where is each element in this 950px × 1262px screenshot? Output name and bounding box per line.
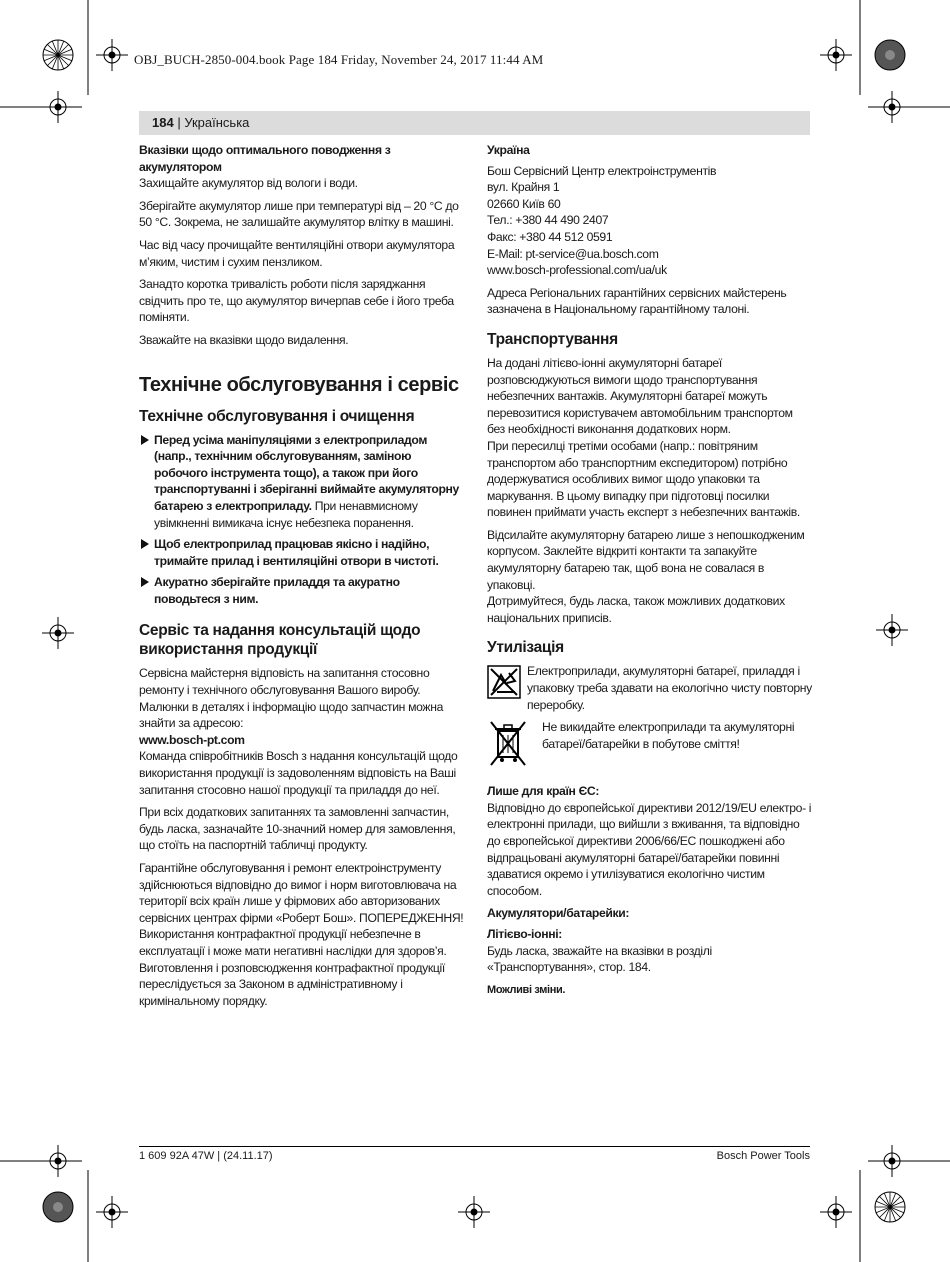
battery-paragraph-1: Захищайте акумулятор від вологи і води. bbox=[139, 176, 358, 191]
disposal-paragraph-1: Електроприлади, акумуляторні батареї, приладдя і упаковку треба здавати на екологічно чисту повторну переробку. bbox=[527, 664, 812, 712]
address-line: 02660 Київ 60 bbox=[487, 196, 561, 211]
eu-heading: Лише для країн ЄС: bbox=[487, 784, 600, 799]
service-paragraph-1b: Команда співробітників Bosch з надання консультацій щодо використання продукції із задоволенням відповість на Ваші запитання стосовно нашої продукції та приладдя до неї. bbox=[139, 749, 458, 797]
battery-paragraph-2: Зберігайте акумулятор лише при температурі від – 20 °C до 50 °C. Зокрема, не залишайте акумулятор влітку в машині. bbox=[139, 198, 459, 230]
address-block bbox=[487, 163, 812, 279]
bullet-triangle-icon bbox=[141, 577, 149, 587]
disposal-heading: Утилізація bbox=[487, 639, 564, 657]
fax-line: Факс: +380 44 512 0591 bbox=[487, 229, 613, 244]
bullet-item bbox=[139, 432, 464, 532]
disposal-bin-row bbox=[487, 719, 812, 771]
email-line[interactable]: E-Mail: pt-service@ua.bosch.com bbox=[487, 246, 659, 261]
transport-heading: Транспортування bbox=[487, 330, 618, 348]
bullet-1-text: При ненавмисному увімкненні вимикача існує небезпека поранення. bbox=[154, 498, 418, 530]
address-line: Бош Сервісний Центр електроінструментів bbox=[487, 163, 717, 178]
battery-paragraph-3: Час від часу прочищайте вентиляційні отвори акумулятора м’яким, чистим і сухим пензликом. bbox=[139, 237, 455, 269]
page-number: 184 bbox=[152, 115, 174, 130]
country-heading: Україна bbox=[487, 143, 530, 157]
website-line[interactable]: www.bosch-professional.com/ua/uk bbox=[487, 263, 667, 278]
transport-paragraph-1: На додані літієво-іонні акумуляторні батареї розповсюджуються вимоги щодо транспортування небезпечних вантажів. Акумуляторні батареї можуть перевозитися користувачем автомобільним транспортом без необхідності виконання додаткових норм. bbox=[487, 355, 793, 437]
header-language: Українська bbox=[184, 115, 250, 130]
service-paragraph-3: Гарантійне обслуговування і ремонт електроінструменту здійснюються відповідно до вимог і норм виготовлювача на території всіх країн лише у фірмових або авторизованих сервісних центрах фірми «Роберт Бош». ПОПЕРЕДЖЕННЯ! Використання контрафактної продукції небезпечне в експлуатації і може мати негативні наслідки для здоров’я. Виготовлення і розповсюдження контрафактної продукції переслідується за Законом в адміністративному і кримінальному порядку. bbox=[139, 861, 464, 1008]
bullet-triangle-icon bbox=[141, 539, 149, 549]
batteries-heading: Акумулятори/батарейки: bbox=[487, 906, 630, 921]
service-heading: Сервіс та надання консультацій щодо використання продукції bbox=[139, 622, 421, 659]
service-paragraph-1: Сервісна майстерня відповість на запитання стосовно ремонту і технічного обслуговування Вашого виробу. Малюнки в деталях і інформацію щодо запчастин можна знайти за адресою: bbox=[139, 666, 444, 731]
page-header bbox=[152, 115, 249, 130]
print-info-line: OBJ_BUCH-2850-004.book Page 184 Friday, November 24, 2017 11:44 AM bbox=[134, 52, 544, 67]
li-ion-heading: Літієво-іонні: bbox=[487, 926, 562, 941]
maintenance-subtitle: Технічне обслуговування і очищення bbox=[139, 407, 415, 425]
eu-paragraph: Відповідно до європейської директиви 2012/19/EU електро- і електронні прилади, що вийшли з вживання, та відповідно до європейської директиви 2006/66/EC пошкоджені або відпрацьовані акумуляторні батареї/батарейки повинні здаватися окремо і утилізуватися екологічно чистим способом. bbox=[487, 800, 812, 898]
service-url-link[interactable]: www.bosch-pt.com bbox=[139, 732, 245, 747]
footer-code: 1 609 92A 47W | (24.11.17) bbox=[139, 1150, 273, 1162]
battery-paragraph-4: Занадто коротка тривалість роботи після заряджання свідчить про те, що акумулятор вичерпав себе і його треба поміняти. bbox=[139, 277, 454, 325]
address-line: вул. Крайня 1 bbox=[487, 180, 560, 195]
footer-brand: Bosch Power Tools bbox=[716, 1150, 810, 1162]
li-ion-paragraph: Будь ласка, зважайте на вказівки в розділі «Транспортування», стор. 184. bbox=[487, 943, 712, 975]
crossed-out-bin-icon bbox=[487, 719, 529, 767]
address-note: Адреса Регіональних гарантійних сервісних майстерень зазначена в Національному гарантійному талоні. bbox=[487, 285, 787, 317]
disposal-recycle-row bbox=[487, 663, 812, 713]
bullet-1-bold: Перед усіма маніпуляціями з електроприладом (напр., технічним обслуговуванням, заміною робочого інструмента тощо), а також при його транспортуванні і зберіганні виймайте акумуляторну батарею з електроприладу. bbox=[154, 432, 459, 513]
battery-heading: Вказівки щодо оптимального поводження з акумулятором bbox=[139, 143, 391, 174]
header-separator: | bbox=[173, 115, 185, 130]
bullet-3-text: Акуратно зберігайте приладдя та акуратно поводьтеся з ним. bbox=[154, 575, 400, 606]
battery-paragraph-5: Зважайте на вказівки щодо видалення. bbox=[139, 332, 349, 347]
transport-paragraph-3: Відсилайте акумуляторну батарею лише з непошкодженим корпусом. Заклейте відкриті контакти та запакуйте акумуляторну батарею так, щоб вона не совалася в упаковці. bbox=[487, 527, 805, 592]
recycle-symbol-icon bbox=[487, 665, 521, 699]
bullet-item bbox=[139, 574, 464, 607]
changes-note: Можливі зміни. bbox=[487, 983, 566, 996]
bullet-triangle-icon bbox=[141, 435, 149, 445]
disposal-paragraph-2: Не викидайте електроприлади та акумуляторні батареї/батарейки в побутове сміття! bbox=[542, 720, 795, 751]
footer-rule bbox=[139, 1146, 810, 1147]
transport-paragraph-2: При пересилці третіми особами (напр.: повітряним транспортом або транспортним експедитором) потрібно додержуватися особливих вимог щодо упаковки та маркування. В цьому випадку при підготовці посилки повинен приймати участь експерт з небезпечних вантажів. bbox=[487, 438, 800, 520]
phone-line: Тел.: +380 44 490 2407 bbox=[487, 213, 609, 228]
service-paragraph-2: При всіх додаткових запитаннях та замовленні запчастин, будь ласка, зазначайте 10-значний номер для замовлення, що стоїть на паспортній табличці продукту. bbox=[139, 805, 456, 853]
transport-paragraph-4: Дотримуйтеся, будь ласка, також можливих додаткових національних приписів. bbox=[487, 594, 785, 625]
maintenance-title: Технічне обслуговування і сервіс bbox=[139, 373, 459, 396]
bullet-item bbox=[139, 536, 464, 569]
left-column bbox=[139, 142, 464, 1015]
right-column bbox=[487, 142, 812, 1004]
bullet-2-text: Щоб електроприлад працював якісно і надійно, тримайте прилад і вентиляційні отвори в чистоті. bbox=[154, 537, 439, 568]
